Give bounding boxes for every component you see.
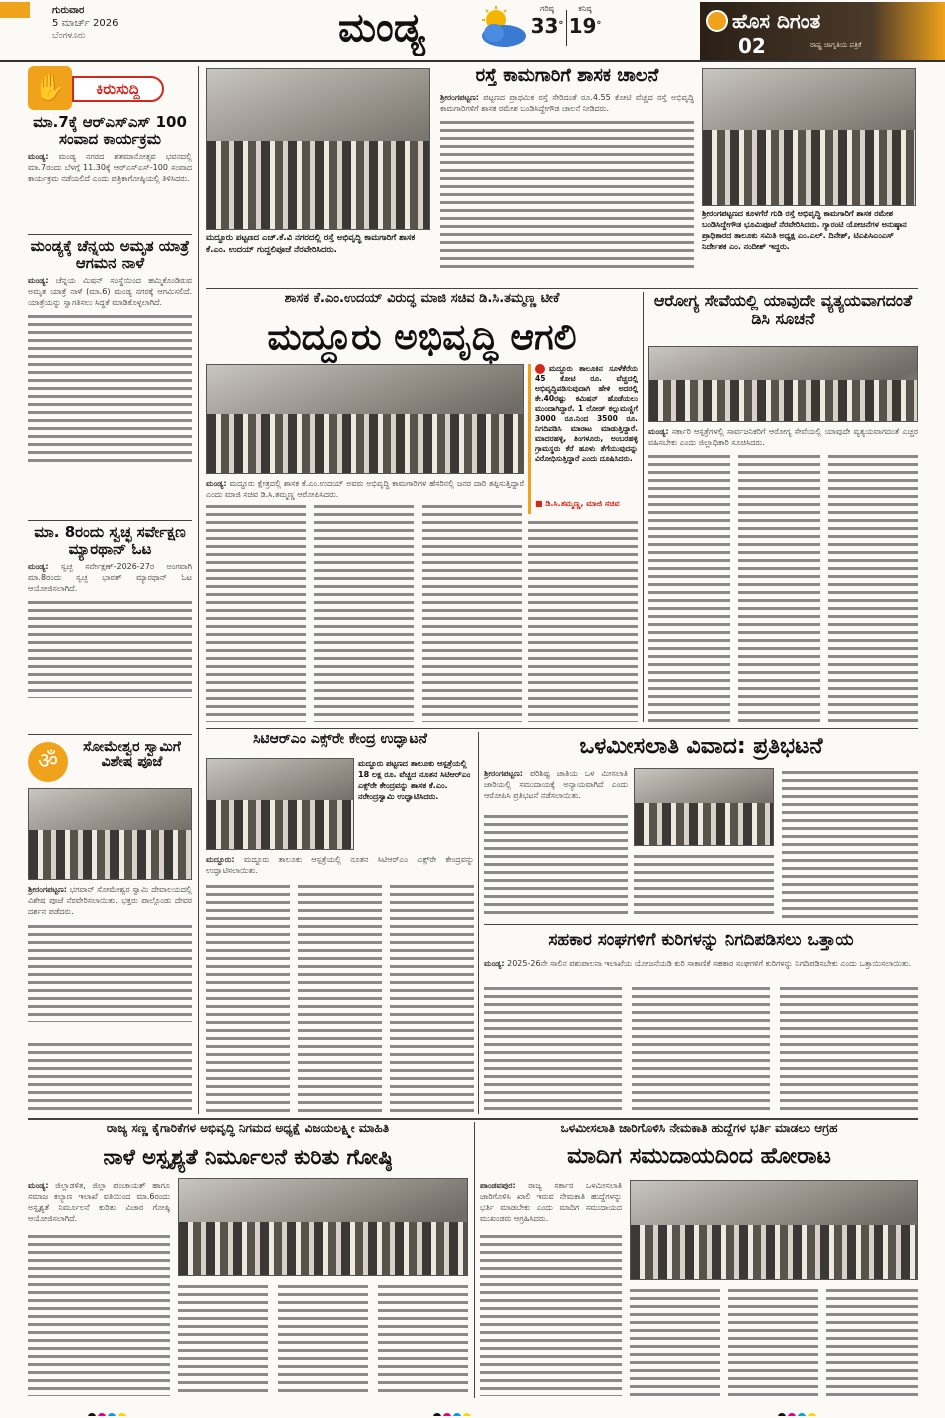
dateline: ಮಂಡ್ಯ: <box>28 276 49 285</box>
quote-icon <box>535 364 545 374</box>
temple-photo <box>28 788 192 880</box>
divider <box>28 520 192 521</box>
story-text: ಭಗವಾನ್ ಸೋಮೇಶ್ವರ ಸ್ವಾಮಿ ದೇವಾಲಯದಲ್ಲಿ ವಿಶೇಷ ಪೂಜೆ ನೆರವೇರಿಸಲಾಯಿತು. ಭಕ್ತರು ಪಾಲ್ಗೊಂಡು ದೇವರ ದರ್ಶನ ಪಡೆದರು. <box>28 885 192 916</box>
bottom-left-story <box>28 1122 468 1398</box>
road-pooja-photo <box>702 68 916 206</box>
divider <box>28 734 192 735</box>
headline: ಮಂಡ್ಯಕ್ಕೆ ಚೆನ್ನಯ ಅಮೃತ ಯಾತ್ರೆ ಆಗಮನ ನಾಳೆ <box>30 238 190 272</box>
story-text: ಮಂಡ್ಯ ನಗರದ ಶತಮಾನೋತ್ಸವ ಭವನದಲ್ಲಿ ಮಾ.7ರಂದು ಬೆಳಗ್ಗೆ 11.30ಕ್ಕೆ ಆರ್‌ಎಸ್‌ಎಸ್-100 ಸಂವಾದ ಕಾರ್ಯಕ್ರಮ ನಡೆಯಲಿದೆ ಎಂದು ಪತ್ರಿಕಾಗೋಷ್ಠಿಯಲ್ಲಿ ತಿಳಿಸಿದರು. <box>28 152 192 183</box>
city: ಬೆಂಗಳೂರು <box>52 31 86 41</box>
body-lines <box>28 922 192 1022</box>
coop-rule <box>484 924 918 925</box>
top-rule <box>206 288 918 289</box>
photo1-caption: ಮದ್ದೂರು ಪಟ್ಟಣದ ಎಚ್.ಕೆ.ವಿ ನಗರದಲ್ಲಿ ರಸ್ತೆ ಅಭಿವೃದ್ಧಿ ಕಾಮಗಾರಿಗೆ ಶಾಸಕ ಕೆ.ಎಂ. ಉದಯ್ ಗುದ್ದಲಿಪೂಜೆ ನೆರವೇರಿಸಿದರು. <box>206 233 416 255</box>
body-lines-col1 <box>480 1232 622 1396</box>
story-text: ಸರ್ಕಾರಿ ಆಸ್ಪತ್ರೆಗಳಲ್ಲಿ ಸಾರ್ವಜನಿಕರಿಗೆ ಆರೋಗ್ಯ ಸೇವೆಯಲ್ಲಿ ಯಾವುದೇ ವ್ಯತ್ಯಯವಾಗದಂತೆ ಎಚ್ಚರ ವಹಿಸಬೇಕು ಎಂದು ಜಿಲ್ಲಾಧಿಕಾರಿ ಸೂಚಿಸಿದರು. <box>648 427 918 447</box>
left-body-lines-end <box>28 1040 192 1112</box>
left-story-1 <box>28 114 192 234</box>
om-emblem-icon: ॐ <box>28 742 68 782</box>
health-story <box>648 292 918 726</box>
dateline: ಮಂಡ್ಯ: <box>28 562 49 571</box>
paper-logo <box>700 2 945 60</box>
body-lines-col3 <box>422 502 522 722</box>
headline: ಸಿಟಿಆರ್‌ಎಂ ಎಕ್ಸ್‌ರೇ ಕೇಂದ್ರ ಉದ್ಘಾಟನೆ <box>253 732 427 747</box>
lead-rule <box>643 292 644 722</box>
left-story-3 <box>28 524 192 734</box>
story-text: ಪರಿಶಿಷ್ಟ ಜಾತಿಯ ಒಳ ಮೀಸಲಾತಿ ಜಾರಿಯಲ್ಲಿ ಸಮುದಾಯಕ್ಕೆ ಅನ್ಯಾಯವಾಗಿದೆ ಎಂದು ಆರೋಪಿಸಿ ಪ್ರತಿಭಟನೆ ನಡೆಸಲಾಯಿತು. <box>484 769 628 800</box>
quote-box <box>528 364 638 514</box>
weather-divider <box>566 10 567 46</box>
photo-caption: ಮದ್ದೂರು ಪಟ್ಟಣದ ತಾಲೂಕು ಆಸ್ಪತ್ರೆಯಲ್ಲಿ 18 ಲಕ್ಷ ರೂ. ವೆಚ್ಚದ ನೂತನ ಸಿಟಿಆರ್‌ಎಂ ಎಕ್ಸ್‌ರೇ ಕೇಂದ್ರವನ್ನು ಶಾಸಕ ಕೆ.ಎಂ. ನರೇಂದ್ರಸ್ವಾಮಿ ಉದ್ಘಾಟಿಸಿದರು. <box>358 759 471 801</box>
headline: ಮಾದಿಗ ಸಮುದಾಯದಿಂದ ಹೋರಾಟ <box>567 1144 831 1169</box>
road-work-photo <box>206 68 430 230</box>
body-lines-col1 <box>206 882 290 1112</box>
lead-story <box>206 292 638 726</box>
headline: ಸೋಮೇಶ್ವರ ಸ್ವಾಮಿಗೆ ವಿಶೇಷ ಪೂಜೆ <box>83 739 181 771</box>
body-lines-col3 <box>390 882 474 1112</box>
body-lines-col4 <box>826 1286 918 1396</box>
ct-rule <box>478 732 479 1114</box>
story-text: ಜಿಲ್ಲಾಡಳಿತ, ಜಿಲ್ಲಾ ಪಂಚಾಯತ್ ಹಾಗೂ ಸಮಾಜ ಕಲ್ಯಾಣ ಇಲಾಖೆ ವತಿಯಿಂದ ಮಾ.6ರಂದು ಅಸ್ಪೃಶ್ಯತೆ ನಿರ್ಮೂಲನೆ ಕುರಿತು ವಿಚಾರ ಗೋಷ್ಠಿ ಆಯೋಜಿಸಲಾಗಿದೆ. <box>28 1181 170 1223</box>
hand-icon: ✋ <box>28 66 72 110</box>
bottom-rule <box>28 1118 918 1120</box>
dateline: ಮಂಡ್ಯ: <box>484 959 505 968</box>
body-lines-col1 <box>206 502 306 722</box>
body-lines-col2 <box>298 882 382 1112</box>
page-number: 02 <box>738 34 766 58</box>
story-text: ಮದ್ದೂರು ಕ್ಷೇತ್ರದಲ್ಲಿ ಶಾಸಕ ಕೆ.ಎಂ.ಉದಯ್ ಅವರು ಅಭಿವೃದ್ಧಿ ಕಾಮಗಾರಿಗಳ ಹೆಸರಿನಲ್ಲಿ ಜನರ ದಾರಿ ತಪ್ಪಿಸುತ್ತಿದ್ದಾರೆ ಎಂದು ಮಾಜಿ ಸಚಿವ ಡಿ.ಸಿ.ತಮ್ಮಣ್ಣ ಆರೋಪಿಸಿದರು. <box>206 479 524 499</box>
body-lines-col4 <box>378 1282 468 1396</box>
headline: ಮಾ. 8ರಂದು ಸ್ವಚ್ಛ ಸರ್ವೇಕ್ಷಣ ಮ್ಯಾರಥಾನ್ ಓಟ <box>34 524 186 558</box>
dateline: ಮಂಡ್ಯ: <box>206 479 227 488</box>
masthead <box>0 0 945 62</box>
ct-story <box>206 732 474 1116</box>
reservation-story <box>484 732 918 922</box>
date-block <box>52 4 252 54</box>
headline: ರಸ್ತೆ ಕಾಮಗಾರಿಗೆ ಶಾಸಕ ಚಾಲನೆ <box>475 66 659 86</box>
dateline: ಮಂಡ್ಯ: <box>28 152 49 161</box>
xray-inauguration-photo <box>206 758 354 850</box>
coop-story <box>484 928 918 1114</box>
headline: ಒಳಮೀಸಲಾತಿ ವಿವಾದ: ಪ್ರತಿಭಟನೆ <box>579 734 823 759</box>
headline: ಸಹಕಾರ ಸಂಘಗಳಿಗೆ ಕುರಿಗಳನ್ನು ನಿಗದಿಪಡಿಸಲು ಒತ್ತಾಯ <box>548 930 854 950</box>
body-lines-col2 <box>178 1282 268 1396</box>
kirusuddi-badge <box>28 66 168 110</box>
kicker: ಶಾಸಕ ಕೆ.ಎಂ.ಉದಯ್ ವಿರುದ್ಧ ಮಾಜಿ ಸಚಿವ ಡಿ.ಸಿ.ತಮ್ಮಣ್ಣ ಟೀಕೆ <box>284 292 560 306</box>
health-meeting-photo <box>648 346 918 422</box>
road-story <box>440 66 694 290</box>
dateline: ಮಂಡ್ಯ: <box>648 427 669 436</box>
paper-name: ಹೊಸ ದಿಗಂತ <box>732 9 821 33</box>
dateline: ಶ್ರೀರಂಗಪಟ್ಟಣ: <box>28 885 67 894</box>
max-temp: 33 <box>530 14 559 38</box>
body-lines-col3 <box>780 984 918 1112</box>
day: ಗುರುವಾರ <box>52 5 85 16</box>
body-lines-col2 <box>630 1286 720 1396</box>
body-lines <box>440 118 694 268</box>
body-lines <box>28 312 192 462</box>
box-text: ಮದ್ದೂರು ತಾಲೂಕಿನ ಸೂಳೆಕೆರೆಯ 45 ಕೋಟಿ ರೂ. ವೆಚ್ಚದಲ್ಲಿ ಅಭಿವೃದ್ಧಿಪಡಿಸುವುದಾಗಿ ಹೇಳಿ ಅದರಲ್ಲಿ ಕೇ.40ರಷ್ಟು ಕಮಿಷನ್ ಹೊಡೆಯಲು ಮುಂದಾಗಿದ್ದಾರೆ. 1 ಲೋಡ್ ಕಲ್ಲುಮಣ್ಣಿಗೆ 3000 ರೂ.ನಿಂದ 3500 ರೂ. ನಿಗದಿಪಡಿಸಿ ಮಾರಾಟ ಮಾಡುತ್ತಿದ್ದಾರೆ. ಮಾದರಹಳ್ಳಿ, ತಿಂಗಳೂರು, ಅಂಬರಹಳ್ಳಿ ಗ್ರಾಮಸ್ಥರು ಕೆರೆ ಹೂಳು ತೆಗೆಯುವುದನ್ನು ವಿರೋಧಿಸುತ್ತಿದ್ದಾರೆ ಎಂದು ದೂಷಿಸಿದರು. <box>535 364 638 463</box>
left-story-2 <box>28 238 192 516</box>
weather-icon <box>474 6 530 50</box>
story-text: ಪಟ್ಟಣದ ಪ್ರಾಥಮಿಕ ರಸ್ತೆ ಸೇರಿದಂತೆ ರೂ.4.55 ಕೋಟಿ ವೆಚ್ಚದ ರಸ್ತೆ ಅಭಿವೃದ್ಧಿ ಕಾಮಗಾರಿಗಳಿಗೆ ಶಾಸಕ ರಮೇಶ ಬಂಡಿಸಿದ್ದೇಗೌಡ ಚಾಲನೆ ನೀಡಿದರು. <box>440 93 694 113</box>
story-text: ಚೆನ್ನಯ ಮಿಷನ್ ಸಂಸ್ಥೆಯಿಂದ ಹಮ್ಮಿಕೊಂಡಿರುವ ಅಮೃತ ಯಾತ್ರೆ ನಾಳೆ (ಮಾ.6) ಮಂಡ್ಯ ನಗರಕ್ಕೆ ಆಗಮಿಸಲಿದೆ. ಯಾತ್ರೆಯನ್ನು ಸ್ವಾಗತಿಸಲು ಸಿದ್ಧತೆ ಮಾಡಿಕೊಳ್ಳಲಾಗಿದೆ. <box>28 276 192 307</box>
body-lines-col2 <box>738 452 820 722</box>
body-lines-col1 <box>484 812 628 918</box>
kirusuddi-label: ಕಿರುಸುದ್ದಿ <box>72 76 164 102</box>
body-lines-col3 <box>782 768 918 918</box>
dateline: ಶ್ರೀರಂಗಪಟ್ಟಣ: <box>440 93 479 102</box>
tagline: ರಾಷ್ಟ್ರ ಜಾಗೃತಿಯ ಪತ್ರಿಕೆ <box>810 41 862 49</box>
divider <box>28 234 192 235</box>
bottom-right-story <box>480 1122 918 1398</box>
dateline: ಮದ್ದೂರು: <box>206 855 235 864</box>
bottom-mid-rule <box>474 1122 475 1398</box>
body-lines-col2 <box>314 502 414 722</box>
date: 5 ಮಾರ್ಚ್ 2026 <box>52 18 119 29</box>
min-temp: 19 <box>568 14 597 38</box>
body-lines-col2 <box>634 852 774 918</box>
orange-bar <box>0 2 30 18</box>
dateline: ಪಾಂಡವಪುರ: <box>480 1181 516 1190</box>
protest-group-photo <box>630 1180 918 1280</box>
box-attr: ■ ಡಿ.ಸಿ.ತಮ್ಮಣ್ಣ, ಮಾಜಿ ಸಚಿವ <box>535 499 620 508</box>
section-title: ಮಂಡ್ಯ <box>338 5 425 51</box>
body-lines-col2 <box>632 984 770 1112</box>
weather-max: ಗರಿಷ್ಠ 33° <box>530 4 564 38</box>
body-lines-col3 <box>828 452 918 722</box>
body-lines-col3 <box>278 1282 368 1396</box>
protest-photo <box>634 768 774 846</box>
story-text: ಮದ್ದೂರು ತಾಲೂಕು ಆಸ್ಪತ್ರೆಯಲ್ಲಿ ನೂತನ ಸಿಟಿಆರ್‌ಎಂ ಎಕ್ಸ್‌ರೇ ಕೇಂದ್ರವನ್ನು ಉದ್ಘಾಟಿಸಲಾಯಿತು. <box>206 855 474 875</box>
body-lines-col1 <box>648 452 730 722</box>
headline: ನಾಳೆ ಅಸ್ಪೃಶ್ಯತೆ ನಿರ್ಮೂಲನೆ ಕುರಿತು ಗೋಷ್ಠಿ <box>103 1145 393 1169</box>
body-lines-col1 <box>484 984 622 1112</box>
dateline: ಮಂಡ್ಯ: <box>28 1181 49 1190</box>
headline: ಮಾ.7ಕ್ಕೆ ಆರ್‌ಎಸ್‌ಎಸ್ 100 ಸಂವಾದ ಕಾರ್ಯಕ್ರಮ <box>33 114 187 148</box>
story-text: 2025-26ನೇ ಸಾಲಿನ ಪಶುಪಾಲನಾ ಇಲಾಖೆಯ ಯೋಜನೆಯಡಿ ಕುರಿ ಸಾಕಾಣಿಕೆ ಸಹಕಾರ ಸಂಘಗಳಿಗೆ ಕುರಿಗಳನ್ನು ನಿಗದಿಪಡಿಸಬೇಕು ಎಂದು ಒತ್ತಾಯಿಸಲಾಯಿತು. <box>507 959 912 968</box>
color-registration-marks <box>88 1406 848 1416</box>
dateline: ಶ್ರೀರಂಗಪಟ್ಟಣ: <box>484 769 523 778</box>
left-story-4 <box>28 738 192 1038</box>
photo2-caption: ಶ್ರೀರಂಗಪಟ್ಟಣದ ಕೂಳಗೆರೆ ಗುಡಿ ರಸ್ತೆ ಅಭಿವೃದ್ಧಿ ಕಾಮಗಾರಿಗೆ ಶಾಸಕ ರಮೇಶ ಬಂಡಿಸಿದ್ದೇಗೌಡ ಭೂಮಿಪೂಜೆ ನೆರವೇರಿಸಿದರು. ಗ್ಯಾರಂಟಿ ಯೋಜನೆಗಳ ಅನುಷ್ಠಾನ ಪ್ರಾಧಿಕಾರದ ತಾಲೂಕು ಸಮಿತಿ ಅಧ್ಯಕ್ಷ ಎಂ.ಎಲ್. ದಿನೇಶ್, ಟಿಎಪಿಸಿಎಂಎಸ್ ನಿರ್ದೇಶಕ ಎಂ. ನಂದೀಶ್ ಇದ್ದರು. <box>702 209 907 251</box>
kicker: ಒಳಮೀಸಲಾತಿ ಜಾರಿಗೊಳಿಸಿ ನೇಮಕಾತಿ ಹುದ್ದೆಗಳ ಭರ್ತಿ ಮಾಡಲು ಆಗ್ರಹ <box>560 1122 838 1135</box>
logo-emblem-icon <box>706 10 728 32</box>
story-text: ರಾಜ್ಯ ಸರ್ಕಾರ ಒಳಮೀಸಲಾತಿ ಜಾರಿಗೊಳಿಸಿ ಖಾಲಿ ಇರುವ ನೇಮಕಾತಿ ಹುದ್ದೆಗಳನ್ನು ಭರ್ತಿ ಮಾಡಬೇಕು ಎಂದು ಮಾದಿಗ ಸಮುದಾಯದ ಮುಖಂಡರು ಆಗ್ರಹಿಸಿದರು. <box>480 1181 622 1223</box>
body-lines <box>28 598 192 698</box>
mid-rule <box>206 728 918 729</box>
body-lines-col1 <box>28 1232 170 1396</box>
left-column-rule <box>198 66 199 1114</box>
press-conference-photo <box>178 1178 468 1276</box>
headline: ಆರೋಗ್ಯ ಸೇವೆಯಲ್ಲಿ ಯಾವುದೇ ವ್ಯತ್ಯಯವಾಗದಂತೆ ಡಿಸಿ ಸೂಚನೆ <box>653 292 913 328</box>
headline: ಮದ್ದೂರು ಅಭಿವೃದ್ಧಿ ಆಗಲಿ <box>267 317 577 358</box>
story-text: ಸ್ವಚ್ಛ ಸರ್ವೇಕ್ಷಣ್-2026-27ರ ಅಂಗವಾಗಿ ಮಾ.8ರಂದು ಸ್ವಚ್ಛ ಭಾರತ್ ಮ್ಯಾರಥಾನ್ ಓಟ ಆಯೋಜಿಸಲಾಗಿದೆ. <box>28 562 192 593</box>
body-lines-col3 <box>728 1286 818 1396</box>
kicker: ರಾಜ್ಯ ಸಣ್ಣ ಕೈಗಾರಿಕೆಗಳ ಅಭಿವೃದ್ಧಿ ನಿಗಮದ ಅಧ್ಯಕ್ಷೆ ವಿಜಯಲಕ್ಷ್ಮೀ ಮಾಹಿತಿ <box>106 1122 390 1135</box>
weather-min: ಕನಿಷ್ಠ 19° <box>568 4 602 38</box>
press-meet-photo <box>206 364 524 474</box>
body-lines-col4 <box>528 518 638 722</box>
